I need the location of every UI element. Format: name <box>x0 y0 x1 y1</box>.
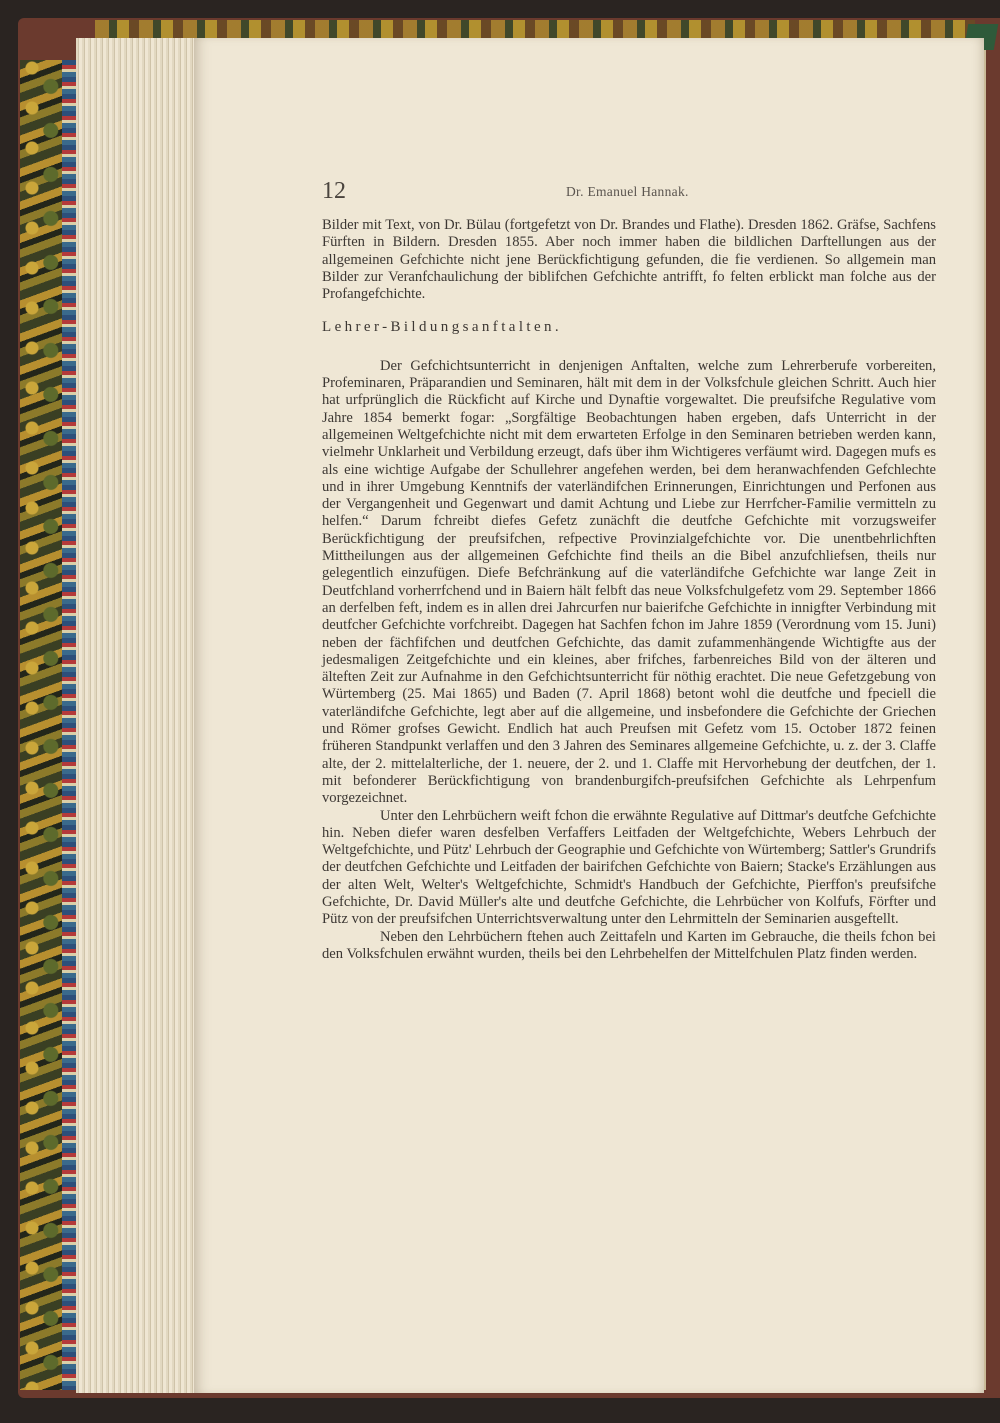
paragraph-timetables: Neben den Lehrbüchern ftehen auch Zeittafeln und Karten im Gebrauche, die theils fchon bei den Volksfchulen erwähnt wurden, theils bei den Lehrbehelfen der Mittelfchulen Platz finden werden. <box>322 928 936 962</box>
page-number: 12 <box>322 178 346 204</box>
page-edges <box>76 38 196 1393</box>
section-heading: Lehrer-Bildungsanftalten. <box>322 319 563 336</box>
body-text <box>322 217 936 963</box>
paragraph-textbooks: Unter den Lehrbüchern weift fchon die erwähnte Regulative auf Dittmar's deutfche Gefchichte hin. Neben diefer waren desfelben Verfaffers Leitfaden der Weltgefchichte, Webers Lehrbuch der Weltgefchichte, und Pütz' Lehrbuch der Geographie und Gefchichte von Würtemberg; Sattler's Grundrifs der deutfchen Gefchichte und Leitfaden der bairifchen Gefchichte von Baiern; Stacke's Erzählungen aus der alten Welt, Welter's Weltgefchichte, Schmidt's Handbuch der Gefchichte, Pierffon's preufsifche Gefchichte, Dr. David Müller's alte und deutfche Gefchichte, die Lehrbücher von Kolfufs, Förfter und Pütz von der preufsifchen Unterrichtsverwaltung unter den Lehrmitteln der Seminarien ausgeftellt. <box>322 807 936 928</box>
paragraph-history-teaching: Der Gefchichtsunterricht in denjenigen Anftalten, welche zum Lehrerberufe vorbereiten, Profeminaren, Präparandien und Seminaren, hält mit dem in der Volksfchule gleichen Schritt. Auch hier hat urfprünglich die Rückficht auf Kirche und Dynaftie vorgewaltet. Die preufsifche Regulative vom Jahre 1854 bemerkt fogar: „Sorgfältige Beobachtungen haben ergeben, dafs Unterricht in der allgemeinen Weltgefchichte nicht mit dem erwarteten Erfolge in den Seminaren betrieben werden kann, vielmehr Unklarheit und Verbildung erzeugt, dafs über ihm Wichtigeres verfäumt wird. Dagegen mufs es als eine wichtige Aufgabe der Schullehrer angefehen werden, bei dem heranwachfenden Gefchlechte und in ihrer Umgebung Kenntnifs der vaterländifchen Erinnerungen, Einrichtungen und Perfonen aus der Vergangenheit und Gegenwart und damit Achtung und Liebe zur Herrfcher-Familie vermitteln zu helfen.“ Darum fchreibt diefes Gefetz zunächft die deutfche Gefchichte mit vorzugsweifer Berückfichtigung der preufsifchen, refpective Provinzialgefchichte vor. Die unentbehrlichften Mittheilungen aus der allgemeinen Gefchichte find theils an die Bibel anzufchliefsen, theils nur gelegentlich einzufügen. Diefe Befchränkung auf die vaterländifche Gefchichte war lange Zeit in Deutfchland vorherrfchend und in Baiern hält felbft das neue Volksfchulgefetz vom 29. September 1866 an derfelben feft, indem es in allen drei Jahrcurfen nur baierifche Gefchichte in innigfter Verbindung mit deutfcher Gefchichte vorfchreibt. Dagegen hat Sachfen fchon im Jahre 1859 (Verordnung vom 15. Juni) neben der fächfifchen und deutfchen Gefchichte, das damit zufammenhängende Wichtigfte aus der jedesmaligen Zeitgefchichte und ein kleines, aber frifches, farbenreiches Bild von der älteren und älteften Zeit zur Aufnahme in den Gefchichtsunterricht für nöthig erachtet. Die neue Gefetzgebung von Würtemberg (25. Mai 1865) und Baden (7. April 1868) betont wohl die deutfche und fpeciell die vaterländifche Gefchichte, legt aber auf die allgemeine, und insbefondere die Gefchichte der Griechen und Römer grofses Gewicht. Endlich hat auch Preufsen mit Gefetz vom 15. October 1872 feinen früheren Standpunkt verlaffen und den 3 Jahren des Seminares allgemeine Gefchichte, u. z. der 3. Claffe alte, der 2. mittelalterliche, der 1. neuere, der 2. und 1. Claffe mit Hervorhebung der deutfchen, der 1. mit befonderer Berückfichtigung von brandenburgifch-preufsifchen Gefchichte als Lehrpenfum vorgezeichnet. <box>322 357 936 807</box>
marbled-edge-stripe <box>62 60 76 1390</box>
header-author: Dr. Emanuel Hannak. <box>566 184 689 199</box>
running-head <box>322 178 934 208</box>
paragraph-intro: Bilder mit Text, von Dr. Bülau (fortgefetzt von Dr. Brandes und Flathe). Dresden 1862. Gräfse, Sachfens Fürften in Bildern. Dresden 1855. Aber noch immer haben die bildlichen Darftellungen aus der allgemeinen Gefchichte nicht jene Berückfichtigung gefunden, die fie verdienen. So allgemein man Bilder zur Veranfchaulichung der biblifchen Gefchichte antrifft, fo felten erblickt man folche aus der Profangefchichte. <box>322 217 936 303</box>
